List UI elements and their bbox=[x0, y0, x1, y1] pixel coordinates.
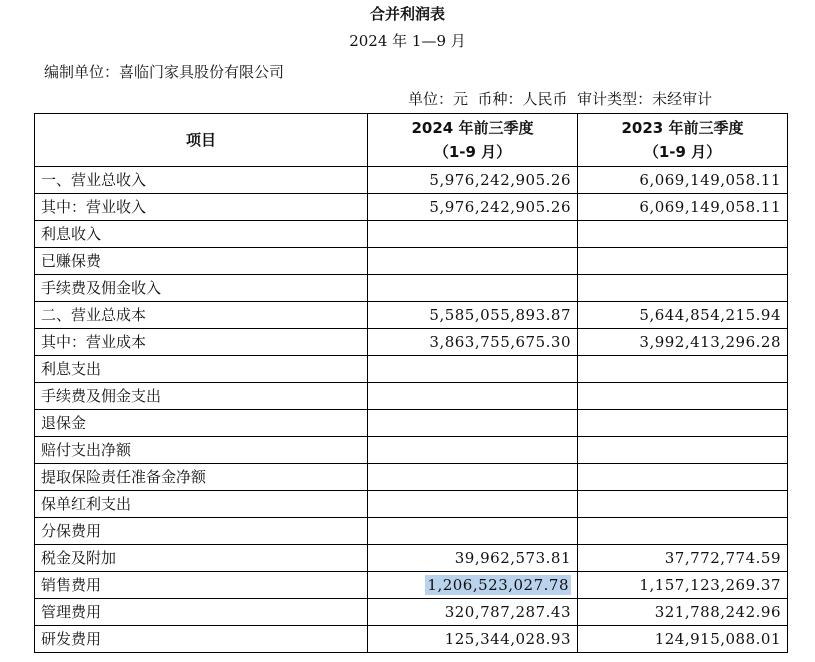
cell-current: 5,585,055,893.87 bbox=[368, 302, 578, 329]
row-label: 其中：营业成本 bbox=[35, 329, 368, 356]
table-row bbox=[35, 248, 788, 275]
row-label: 赔付支出净额 bbox=[35, 437, 368, 464]
cell-current bbox=[368, 491, 578, 518]
cell-current bbox=[368, 275, 578, 302]
table-row bbox=[35, 302, 788, 329]
table-row bbox=[35, 356, 788, 383]
cell-current: 125,344,028.93 bbox=[368, 626, 578, 653]
table-row bbox=[35, 275, 788, 302]
header-current-line2: （1-9 月） bbox=[433, 143, 512, 161]
header-prior-period bbox=[578, 114, 788, 167]
row-label: 手续费及佣金支出 bbox=[35, 383, 368, 410]
table-row bbox=[35, 491, 788, 518]
header-current-line1: 2024 年前三季度 bbox=[411, 119, 534, 137]
cell-prior bbox=[578, 275, 788, 302]
cell-prior: 1,157,123,269.37 bbox=[578, 572, 788, 599]
table-row bbox=[35, 221, 788, 248]
row-label: 销售费用 bbox=[35, 572, 368, 599]
table-row bbox=[35, 329, 788, 356]
row-label: 管理费用 bbox=[35, 599, 368, 626]
cell-current: 5,976,242,905.26 bbox=[368, 194, 578, 221]
cell-current bbox=[368, 464, 578, 491]
table-row bbox=[35, 626, 788, 653]
cell-current bbox=[368, 410, 578, 437]
cell-current: 39,962,573.81 bbox=[368, 545, 578, 572]
cell-prior: 321,788,242.96 bbox=[578, 599, 788, 626]
row-label: 其中：营业收入 bbox=[35, 194, 368, 221]
cell-current bbox=[368, 383, 578, 410]
report-title: 合并利润表 bbox=[369, 5, 445, 23]
table-row bbox=[35, 518, 788, 545]
selected-text-highlight[interactable]: 1,206,523,027.78 bbox=[427, 576, 569, 594]
cell-current bbox=[368, 248, 578, 275]
table-row bbox=[35, 437, 788, 464]
header-current-period bbox=[368, 114, 578, 167]
table-header-row bbox=[35, 114, 788, 167]
report-meta: 单位：元 币种：人民币 审计类型：未经审计 bbox=[408, 90, 713, 108]
row-label: 研发费用 bbox=[35, 626, 368, 653]
header-prior-line2: （1-9 月） bbox=[643, 143, 722, 161]
cell-prior: 6,069,149,058.11 bbox=[578, 167, 788, 194]
header-item-label: 项目 bbox=[185, 131, 216, 149]
table-row bbox=[35, 572, 788, 599]
cell-current bbox=[368, 572, 578, 599]
row-label: 利息支出 bbox=[35, 356, 368, 383]
cell-prior: 37,772,774.59 bbox=[578, 545, 788, 572]
row-label: 一、营业总收入 bbox=[35, 167, 368, 194]
table-row bbox=[35, 464, 788, 491]
cell-prior: 124,915,088.01 bbox=[578, 626, 788, 653]
cell-prior bbox=[578, 383, 788, 410]
income-statement-table bbox=[34, 113, 788, 653]
cell-prior bbox=[578, 410, 788, 437]
cell-prior bbox=[578, 464, 788, 491]
header-prior-line1: 2023 年前三季度 bbox=[621, 119, 744, 137]
cell-prior bbox=[578, 491, 788, 518]
cell-current bbox=[368, 221, 578, 248]
table-row bbox=[35, 599, 788, 626]
cell-prior: 5,644,854,215.94 bbox=[578, 302, 788, 329]
table-row bbox=[35, 167, 788, 194]
cell-prior: 3,992,413,296.28 bbox=[578, 329, 788, 356]
cell-prior bbox=[578, 221, 788, 248]
cell-prior: 6,069,149,058.11 bbox=[578, 194, 788, 221]
row-label: 退保金 bbox=[35, 410, 368, 437]
header-item bbox=[35, 114, 368, 167]
table-row bbox=[35, 545, 788, 572]
cell-prior bbox=[578, 248, 788, 275]
cell-current: 3,863,755,675.30 bbox=[368, 329, 578, 356]
cell-prior bbox=[578, 437, 788, 464]
row-label: 保单红利支出 bbox=[35, 491, 368, 518]
table-row bbox=[35, 383, 788, 410]
company-name: 编制单位：喜临门家具股份有限公司 bbox=[44, 63, 285, 81]
table-body bbox=[35, 167, 788, 653]
row-label: 税金及附加 bbox=[35, 545, 368, 572]
cell-current: 5,976,242,905.26 bbox=[368, 167, 578, 194]
table-row bbox=[35, 194, 788, 221]
cell-prior bbox=[578, 356, 788, 383]
row-label: 利息收入 bbox=[35, 221, 368, 248]
row-label: 提取保险责任准备金净额 bbox=[35, 464, 368, 491]
cell-current bbox=[368, 437, 578, 464]
report-period: 2024 年 1—9 月 bbox=[349, 32, 466, 50]
row-label: 手续费及佣金收入 bbox=[35, 275, 368, 302]
row-label: 分保费用 bbox=[35, 518, 368, 545]
table-row bbox=[35, 410, 788, 437]
row-label: 二、营业总成本 bbox=[35, 302, 368, 329]
cell-current: 320,787,287.43 bbox=[368, 599, 578, 626]
row-label: 已赚保费 bbox=[35, 248, 368, 275]
cell-prior bbox=[578, 518, 788, 545]
cell-current bbox=[368, 518, 578, 545]
cell-current bbox=[368, 356, 578, 383]
